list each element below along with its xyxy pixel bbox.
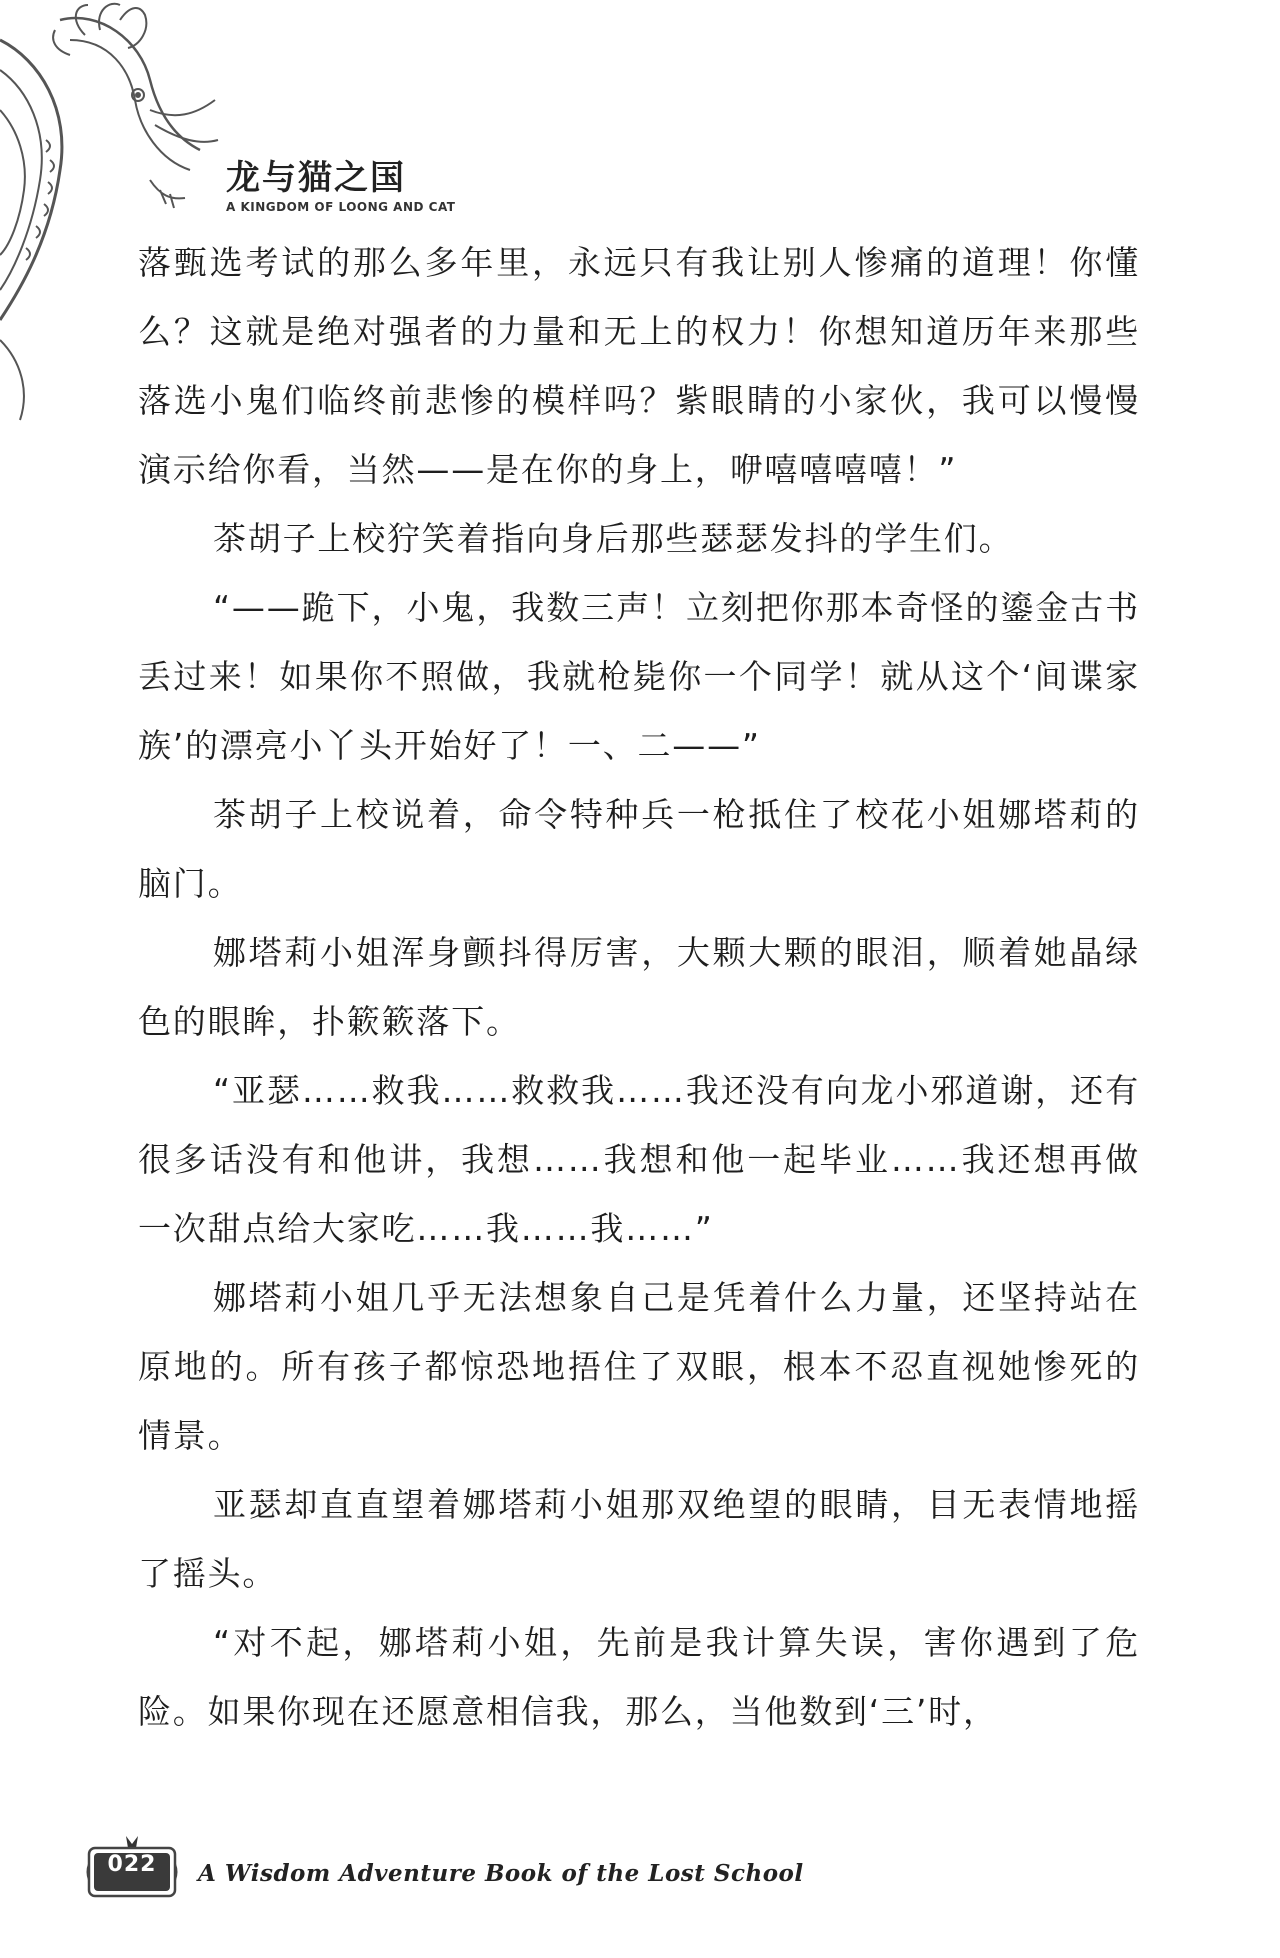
book-series-title: 龙与猫之国 xyxy=(226,158,406,198)
footer-book-title: A Wisdom Adventure Book of the Lost School xyxy=(198,1860,804,1887)
paragraph: “——跪下，小鬼，我数三声！立刻把你那本奇怪的鎏金古书丢过来！如果你不照做，我就枪毙你一个同学！就从这个‘间谍家族’的漂亮小丫头开始好了！一、二——” xyxy=(138,588,1140,765)
running-footer xyxy=(86,1812,986,1912)
running-header xyxy=(226,158,566,214)
book-series-subtitle: A KINGDOM OF LOONG AND CAT xyxy=(226,200,456,214)
paragraph: 亚瑟却直直望着娜塔莉小姐那双绝望的眼睛，目无表情地摇了摇头。 xyxy=(138,1485,1140,1593)
page-number: 022 xyxy=(107,1852,157,1877)
paragraph: 落甄选考试的那么多年里，永远只有我让别人惨痛的道理！你懂么？这就是绝对强者的力量和无上的权力！你想知道历年来那些落选小鬼们临终前悲惨的模样吗？紫眼睛的小家伙，我可以慢慢演示给你看，当然——是在你的身上，咿嘻嘻嘻嘻！” xyxy=(138,243,1140,489)
paragraph: 茶胡子上校说着，命令特种兵一枪抵住了校花小姐娜塔莉的脑门。 xyxy=(138,795,1140,903)
paragraph: 娜塔莉小姐浑身颤抖得厉害，大颗大颗的眼泪，顺着她晶绿色的眼眸，扑簌簌落下。 xyxy=(138,933,1140,1041)
paragraph: “亚瑟……救我……救救我……我还没有向龙小邪道谢，还有很多话没有和他讲，我想……我想和他一起毕业……我还想再做一次甜点给大家吃……我……我……” xyxy=(138,1071,1140,1248)
paragraph: 茶胡子上校狞笑着指向身后那些瑟瑟发抖的学生们。 xyxy=(213,519,1014,558)
paragraph: “对不起，娜塔莉小姐，先前是我计算失误，害你遇到了危险。如果你现在还愿意相信我，那么，当他数到‘三’时， xyxy=(138,1623,1140,1731)
paragraph: 娜塔莉小姐几乎无法想象自己是凭着什么力量，还坚持站在原地的。所有孩子都惊恐地捂住了双眼，根本不忍直视她惨死的情景。 xyxy=(138,1278,1140,1455)
body-text xyxy=(138,228,1140,1746)
